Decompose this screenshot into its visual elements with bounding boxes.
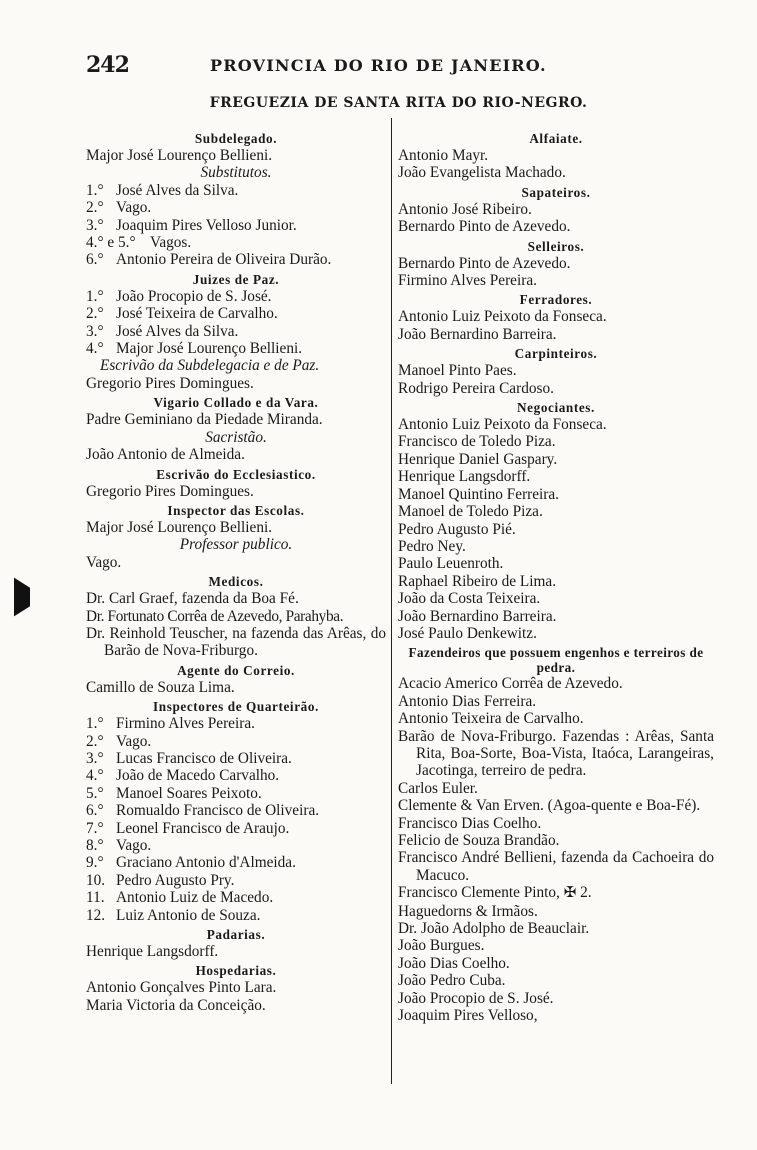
left-column [86,128,386,1014]
section-negociantes [398,399,714,642]
list-item: João Bernardino Barreira. [398,325,557,343]
item-text: Romualdo Francisco de Oliveira. [116,802,320,820]
section-heading: Ferradores. [519,292,593,308]
list-item: João Antonio de Almeida. [86,446,245,464]
list-item [86,199,386,216]
section-ferradores [398,291,714,343]
list-item: Pedro Ney. [398,537,466,555]
list-item: Firmino Alves Pereira. [398,272,537,290]
list-item: Acacio Americo Corrêa de Azevedo. [398,675,623,693]
item-text: Joaquim Pires Velloso Junior. [116,216,297,234]
list-item: Henrique Daniel Gaspary. [398,450,558,468]
item-text: Firmino Alves Pereira. [116,715,255,733]
item-number: 9.° [86,854,104,872]
list-item: Henrique Langsdorff. [398,468,531,486]
section-heading: Negociantes. [517,400,595,416]
list-item: Clemente & Van Erven. (Agoa-quente e Boa-Fé). [398,797,701,815]
section-inspectores-quarteirao [86,698,386,924]
list-item: João da Costa Teixeira. [398,590,541,608]
list-item: João Pedro Cuba. [398,972,506,990]
item-number: 5.° [86,784,104,802]
list-item: Maria Victoria da Conceição. [86,996,266,1014]
section-padarias [86,926,386,960]
list-item: Dr. Reinhold Teuscher, na fazenda das Arêas, do Barão de Nova-Friburgo. [86,624,386,660]
list-item: Dr. Fortunato Corrêa de Azevedo, Parahyba. [86,607,344,625]
item-number: 1.° [86,287,104,305]
list-item [86,234,386,251]
item-text: Pedro Augusto Pry. [116,871,235,889]
list-item: Vago. [86,553,122,571]
list-item: João Procopio de S. José. [398,989,554,1007]
item-text: Vago. [116,199,152,217]
list-item: João Burgues. [398,937,485,955]
section-selleiros [398,238,714,290]
list-item: Major José Lourenço Bellieni. [86,518,273,536]
list-item [86,907,386,924]
list-item [86,785,386,802]
list-item [86,323,386,340]
running-title: PROVINCIA DO RIO DE JANEIRO. [210,56,547,75]
list-item: Rodrigo Pereira Cardoso. [398,379,554,397]
item-number: 4.° [86,767,104,785]
section-inspector-escolas [86,502,386,571]
list-item: Manoel Pinto Paes. [398,362,517,380]
page-number: 242 [86,52,129,78]
item-number: 2.° [86,732,104,750]
section-heading: Fazendeiros que possuem engenhos e terreiros de pedra. [408,645,704,676]
list-item: Antonio Teixeira de Carvalho. [398,710,584,728]
item-number: 11. [86,889,105,907]
section-vigario [86,394,386,463]
section-heading: Inspector das Escolas. [167,502,305,518]
list-item: Raphael Ribeiro de Lima. [398,572,557,590]
list-item: Gregorio Pires Domingues. [86,374,254,392]
list-item: Camillo de Souza Lima. [86,678,235,696]
list-item [86,251,386,268]
item-text: Vagos. [150,234,192,252]
section-heading: Selleiros. [527,238,585,254]
list-item: Bernardo Pinto de Azevedo. [398,218,571,236]
margin-ink-mark [14,574,30,620]
section-agente-correio [86,662,386,696]
list-item: Antonio Gonçalves Pinto Lara. [86,979,277,997]
item-text: José Alves da Silva. [116,181,239,199]
section-fazendeiros [398,645,714,1024]
list-item [86,305,386,322]
item-number: 4.° [86,340,104,358]
list-item [86,340,386,357]
item-text: Antonio Luiz de Macedo. [116,889,274,907]
list-item [86,182,386,199]
section-heading: Inspectores de Quarteirão. [153,699,319,715]
list-item [86,889,386,906]
item-number: 6.° [86,251,104,269]
section-heading: Vigario Collado e da Vara. [153,395,319,411]
list-item: Manoel Quintino Ferreira. [398,485,559,503]
list-item: João Bernardino Barreira. [398,607,557,625]
list-item: Barão de Nova-Friburgo. Fazendas : Arêas, Santa Rita, Boa-Sorte, Boa-Vista, Itaóca, Larangeiras, Jacotinga, terreiro de pedra. [398,727,714,780]
list-item [86,288,386,305]
item-number: 6.° [86,802,104,820]
item-number: 3.° [86,216,104,234]
list-item: Dr. João Adolpho de Beauclair. [398,920,590,938]
item-text: Antonio Pereira de Oliveira Durão. [116,251,332,269]
list-item [86,750,386,767]
list-item: Manoel de Toledo Piza. [398,503,543,521]
list-item: Henrique Langsdorff. [86,943,219,961]
list-item: Gregorio Pires Domingues. [86,482,254,500]
section-heading: Sapateiros. [521,184,591,200]
list-item [86,767,386,784]
list-item [86,733,386,750]
list-item: Major José Lourenço Bellieni. [86,147,273,164]
section-sapateiros [398,184,714,236]
list-item: Joaquim Pires Velloso, [398,1007,538,1025]
item-text: Vago. [116,732,152,750]
item-text: José Teixeira de Carvalho. [116,305,278,323]
list-item: Pedro Augusto Pié. [398,520,516,538]
list-item: Bernardo Pinto de Azevedo. [398,254,571,272]
list-item [86,837,386,854]
section-heading: Subdelegado. [194,131,278,146]
list-item: João Dias Coelho. [398,954,510,972]
list-item: Antonio Dias Ferreira. [398,692,537,710]
section-subheading: Professor publico. [179,536,293,554]
item-text: João de Macedo Carvalho. [116,767,280,785]
list-item [86,820,386,837]
item-number: 1.° [86,181,104,199]
list-item: Felicio de Souza Brandão. [398,832,560,849]
item-text: José Alves da Silva. [116,322,239,340]
item-text: Lucas Francisco de Oliveira. [116,749,292,767]
section-heading: Carpinteiros. [514,346,598,362]
item-number: 2.° [86,199,104,217]
section-medicos [86,573,386,660]
list-item: Antonio Luiz Peixoto da Fonseca. [398,416,607,434]
list-item [86,715,386,732]
list-item: João Evangelista Machado. [398,164,566,182]
item-text: Leonel Francisco de Araujo. [116,819,290,837]
list-item: Francisco de Toledo Piza. [398,433,556,451]
list-item: Francisco André Bellieni, fazenda da Cachoeira do Macuco. [398,849,714,884]
section-heading: Agente do Correio. [177,662,295,678]
section-subheading: Escrivão da Subdelegacia e de Paz. [100,357,320,375]
item-number: 3.° [86,749,104,767]
list-item [86,872,386,889]
section-escrivao-ecclesiastico [86,466,386,500]
list-item: José Paulo Denkewitz. [398,624,537,642]
section-subdelegado [86,130,386,269]
item-number: 4.° e 5.° [86,234,136,252]
item-text: Graciano Antonio d'Almeida. [116,854,296,872]
section-juizes-de-paz [86,271,386,392]
item-number: 1.° [86,715,104,733]
item-text: Francisco Clemente Pinto, [398,884,560,902]
list-item: Carlos Euler. [398,779,478,797]
parish-title: FREGUEZIA DE SANTA RITA DO RIO-NEGRO. [209,95,588,111]
item-text: João Procopio de S. José. [116,287,272,305]
column-divider [391,118,392,1084]
item-number: 12. [86,906,106,924]
section-heading: Padarias. [206,927,266,943]
list-item: Padre Geminiano da Piedade Miranda. [86,411,323,429]
section-alfaiate [398,130,714,182]
section-heading: Alfaiate. [529,131,583,146]
section-carpinteiros [398,345,714,397]
section-heading: Juizes de Paz. [192,271,280,287]
item-text: Luiz Antonio de Souza. [116,906,261,924]
list-item: Antonio Luiz Peixoto da Fonseca. [398,308,607,326]
section-hospedarias [86,962,386,1014]
list-item: Haguedorns & Irmãos. [398,902,538,920]
item-text: 2. [580,884,592,902]
list-item: Antonio Mayr. [398,147,489,164]
list-item: Paulo Leuenroth. [398,555,504,573]
item-number: 3.° [86,322,104,340]
list-item: Francisco Dias Coelho. [398,814,542,832]
item-text: Major José Lourenço Bellieni. [116,340,303,358]
section-subheading: Substitutos. [200,164,272,182]
section-heading: Escrivão do Ecclesiastico. [156,466,316,482]
list-item [398,884,714,902]
section-heading: Medicos. [208,574,264,590]
list-item [86,217,386,234]
item-number: 7.° [86,819,104,837]
list-item: Dr. Carl Graef, fazenda da Boa Fé. [86,590,299,608]
item-text: Vago. [116,837,152,854]
right-column [398,128,714,1024]
order-cross-icon: ✠ [563,885,577,902]
list-item [86,802,386,819]
list-item: Antonio José Ribeiro. [398,200,532,218]
section-subheading: Sacristão. [205,428,267,446]
item-number: 2.° [86,305,104,323]
item-text: Manoel Soares Peixoto. [116,784,262,802]
list-item [86,854,386,871]
item-number: 8.° [86,837,104,854]
item-number: 10. [86,871,106,889]
section-heading: Hospedarias. [195,963,277,979]
